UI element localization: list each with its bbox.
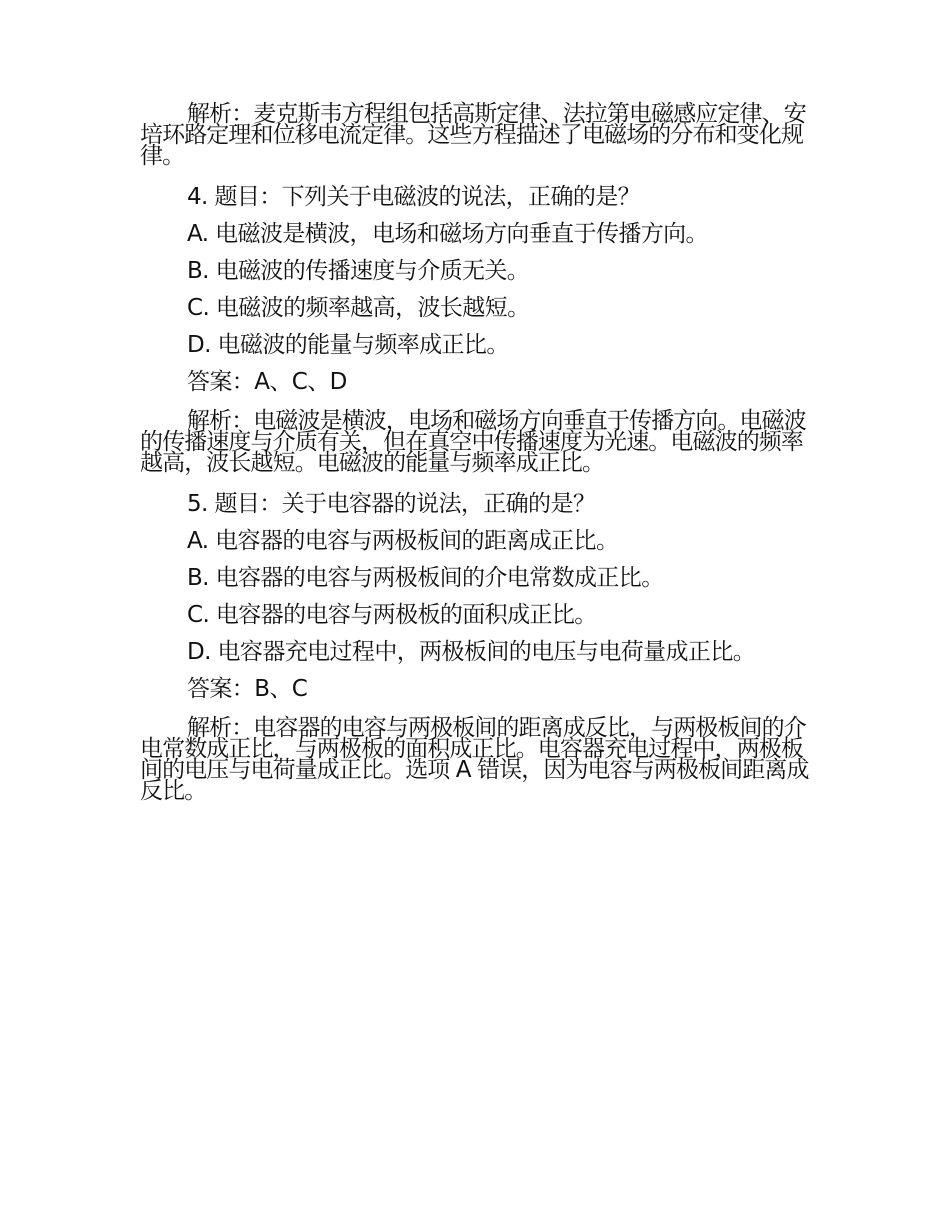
question-4-option-b: B. 电磁波的传播速度与介质无关。 [187,258,530,284]
question-5-analysis: 解析：电容器的电容与两极板间的距离成反比，与两极板间的介电常数成正比，与两极板的面积成正比。电容器充电过程中，两极板间的电压与电荷量成正比。选项 A 错误，因为电容与两极板间距离成反比。 [140,715,809,804]
question-4-option-a: A. 电磁波是横波，电场和磁场方向垂直于传播方向。 [187,221,708,247]
question-5-option-c: C. 电容器的电容与两极板的面积成正比。 [187,602,597,628]
spacer [140,167,812,179]
question-5-option-b: B. 电容器的电容与两极板间的介电常数成正比。 [187,565,664,591]
document-body [140,101,812,804]
question-4-option-d: D. 电磁波的能量与频率成正比。 [187,332,509,358]
question-5-option-d: D. 电容器充电过程中，两极板间的电压与电荷量成正比。 [187,639,756,665]
question-4-analysis: 解析：电磁波是横波，电场和磁场方向垂直于传播方向。电磁波的传播速度与介质有关，但在真空中传播速度为光速。电磁波的频率越高，波长越短。电磁波的能量与频率成正比。 [140,408,806,476]
question-5-stem: 5. 题目：关于电容器的说法，正确的是？ [187,491,596,517]
question-5-answer: 答案：B、C [187,676,308,702]
question-4-answer: 答案：A、C、D [187,369,347,395]
analysis-q3: 解析：麦克斯韦方程组包括高斯定律、法拉第电磁感应定律、安培环路定理和位移电流定律。这些方程描述了电磁场的分布和变化规律。 [140,101,806,169]
question-4-stem: 4. 题目：下列关于电磁波的说法，正确的是？ [187,184,641,210]
question-4-option-c: C. 电磁波的频率越高，波长越短。 [187,295,530,321]
question-5-option-a: A. 电容器的电容与两极板间的距离成正比。 [187,528,619,554]
